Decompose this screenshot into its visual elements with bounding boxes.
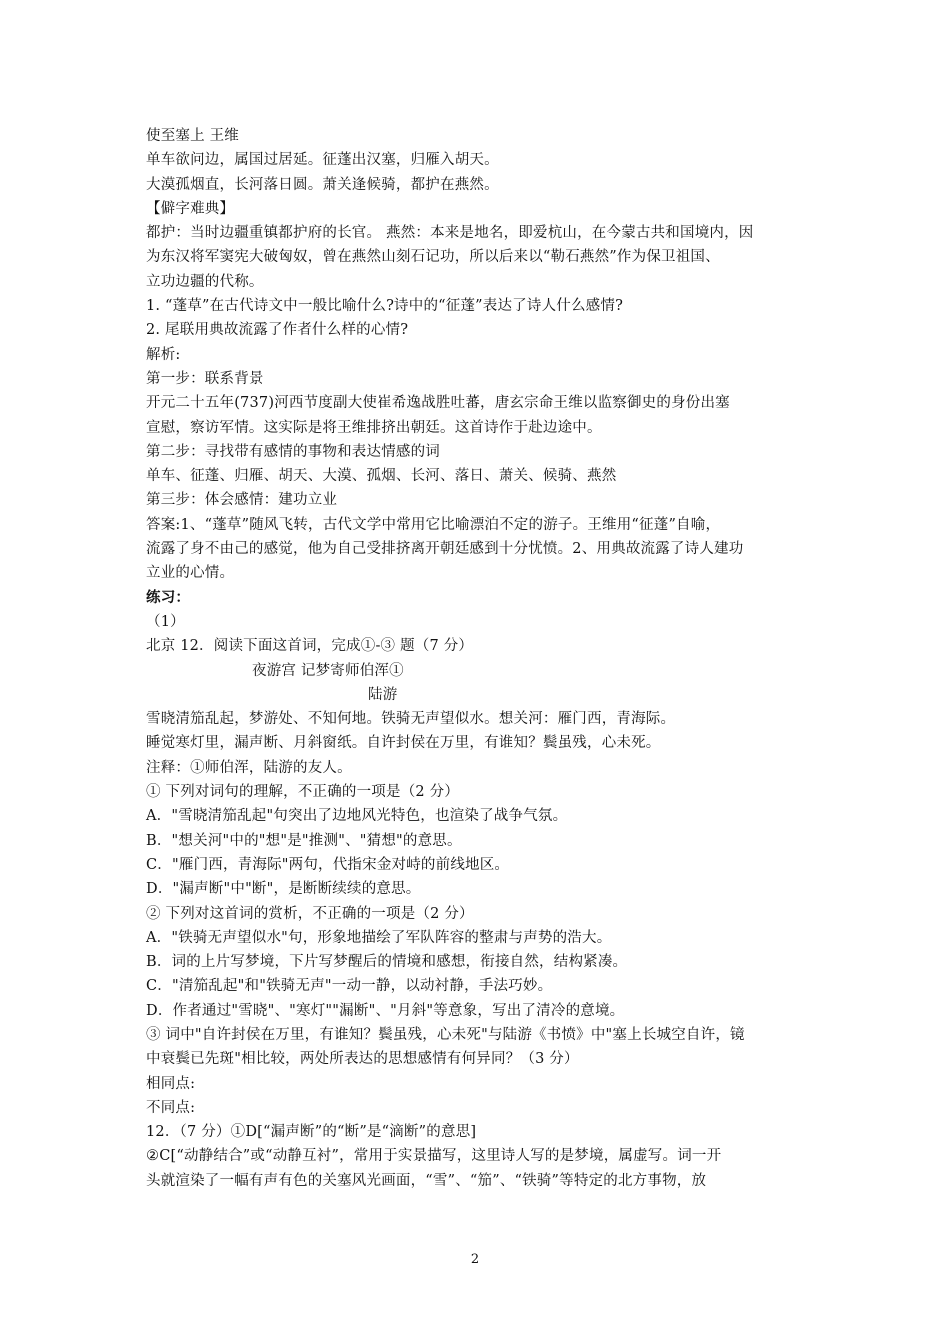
text-line: 北京 12．阅读下面这首词，完成①-③ 题（7 分） [146,638,474,655]
text-line: 相同点: [146,1075,196,1092]
text-line: 12．（7 分）①D[“漏声断”的“断”是“滴断”的意思] [146,1124,477,1141]
text-line: C．"雁门西，青海际"两句，代指宋金对峙的前线地区。 [146,856,510,873]
text-line: 为东汉将军窦宪大破匈奴，曾在燕然山刻石记功，所以后来以“勒石燕然”作为保卫祖国、 [146,249,720,266]
text-line: 【僻字难典】 [146,200,235,217]
text-line: 第二步：寻找带有感情的事物和表达情感的词 [146,443,440,460]
text-line: 1. “蓬草”在古代诗文中一般比喻什么?诗中的“征蓬”表达了诗人什么感情? [146,298,624,315]
text-line: 宣慰，察访军情。这实际是将王维排挤出朝廷。这首诗作于赴边途中。 [146,419,602,436]
text-line: （1） [146,613,185,630]
text-line: 立业的心情。 [146,565,235,582]
text-line: 睡觉寒灯里，漏声断、月斜窗纸。自许封侯在万里，有谁知？鬓虽残，心未死。 [146,735,661,752]
text-line: C．"清笳乱起"和"铁骑无声"一动一静，以动衬静，手法巧妙。 [146,978,553,995]
text-line: 立功边疆的代称。 [146,273,264,290]
text-line: 夜游宫 记梦寄师伯浑① [252,662,404,679]
text-line: 使至塞上 王维 [146,128,240,144]
text-line: 不同点: [146,1099,196,1116]
text-line: 都护：当时边疆重镇都护府的长官。 燕然：本来是地名，即爱杭山，在今蒙古共和国境内，因 [146,225,754,242]
text-line: 陆游 [368,686,398,703]
text-line: 雪晓清笳乱起，梦游处、不知何地。铁骑无声望似水。想关河：雁门西，青海际。 [146,711,676,728]
text-line: 单车欲问边，属国过居延。征蓬出汉塞，归雁入胡天。 [146,152,499,169]
text-line: 单车、征蓬、归雁、胡天、大漠、孤烟、长河、落日、萧关、候骑、燕然 [146,468,617,485]
text-line: D．"漏声断"中"断"，是断断续续的意思。 [146,881,421,898]
text-line: B．"想关河"中的"想"是"推测"、"猜想"的意思。 [146,832,462,849]
text-line: ③ 词中"自许封侯在万里，有谁知？鬓虽残，心未死"与陆游《书愤》中"塞上长城空自许，镜 [146,1026,745,1043]
text-line: A．"雪晓清笳乱起"句突出了边地风光特色，也渲染了战争气氛。 [146,808,568,825]
text-line: 中衰鬓已先斑"相比较，两处所表达的思想感情有何异同？（3 分） [146,1051,579,1068]
text-line: D．作者通过"雪晓"、"寒灯""漏断"、"月斜"等意象，写出了清冷的意境。 [146,1002,625,1019]
text-line: ① 下列对词句的理解，不正确的一项是（2 分） [146,784,460,801]
text-line: 流露了身不由己的感觉，他为自己受排挤离开朝廷感到十分忧愤。2、用典故流露了诗人建功 [146,541,744,558]
text-line: 练习： [146,588,191,606]
text-line: B．词的上片写梦境，下片写梦醒后的情境和感想，衔接自然，结构紧凑。 [146,954,628,971]
text-line: 大漠孤烟直，长河落日圆。萧关逢候骑，都护在燕然。 [146,176,499,193]
text-line: A．"铁骑无声望似水"句，形象地描绘了军队阵容的整肃与声势的浩大。 [146,929,612,946]
text-line: ②C[“动静结合”或“动静互衬”，常用于实景描写，这里诗人写的是梦境，属虚写。词一开 [146,1148,722,1165]
text-line: 头就渲染了一幅有声有色的关塞风光画面，“雪”、“笳”、“铁骑”等特定的北方事物，放 [146,1172,707,1189]
text-line: 第三步：体会感情：建功立业 [146,492,338,509]
text-line: 答案:1、“蓬草”随风飞转，古代文学中常用它比喻漂泊不定的游子。王维用“征蓬”自喻， [146,516,721,533]
text-line: 注释：①师伯浑，陆游的友人。 [146,759,352,776]
document-body [146,124,826,1193]
text-line: 解析: [146,346,181,363]
page-number: 2 [470,1252,480,1267]
text-line: 2. 尾联用典故流露了作者什么样的心情? [146,322,409,339]
text-line: ② 下列对这首词的赏析，不正确的一项是（2 分） [146,905,474,922]
text-line: 第一步：联系背景 [146,370,264,387]
text-line: 开元二十五年(737)河西节度副大使崔希逸战胜吐蕃，唐玄宗命王维以监察御史的身份出塞 [146,395,730,412]
